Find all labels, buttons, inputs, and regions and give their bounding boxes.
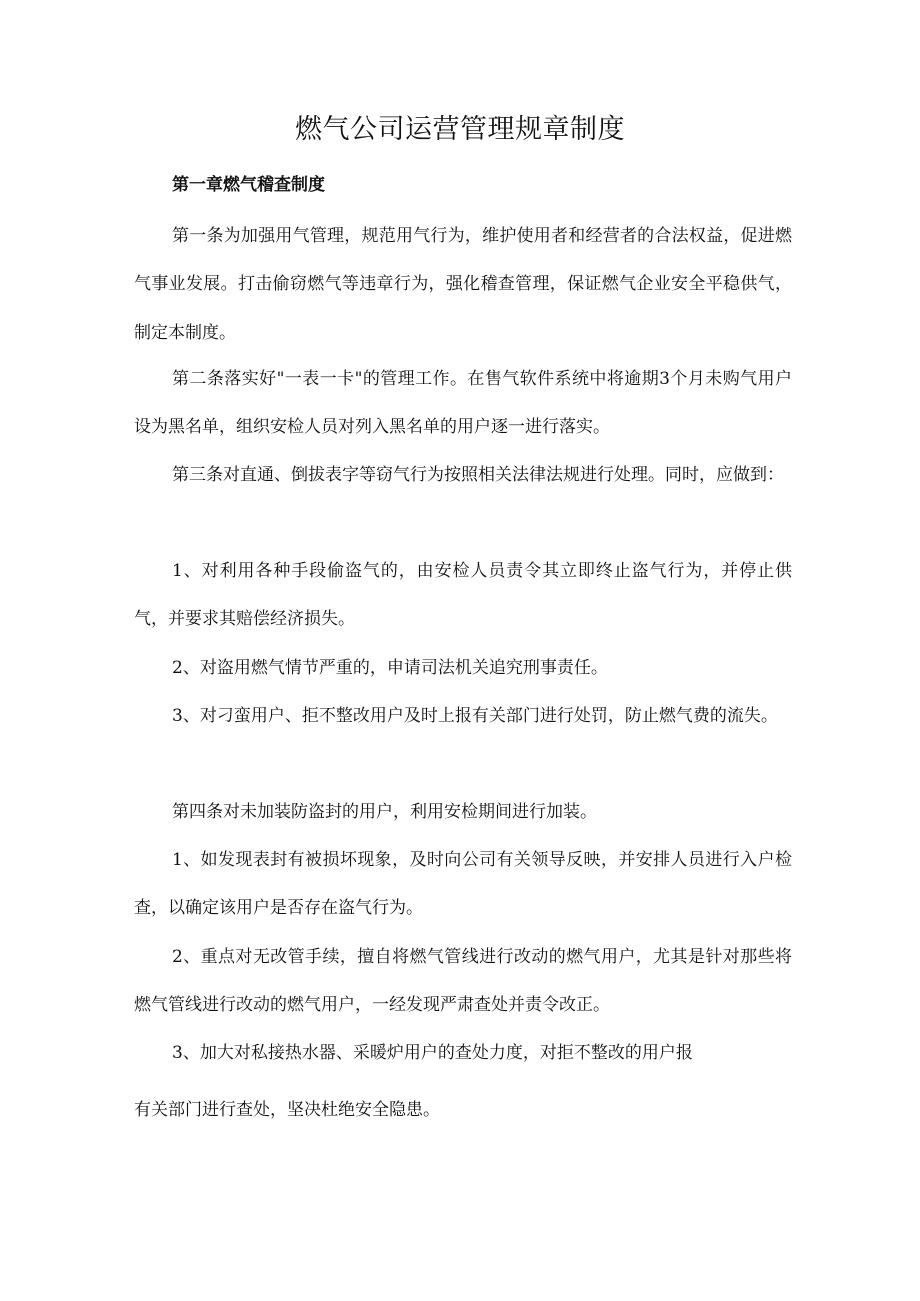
document-title: 燃气公司运营管理规章制度 — [295, 114, 625, 145]
article-4-item-3: 3、加大对私接热水器、采暖炉用户的查处力度，对拒不整改的用户报 — [172, 1043, 693, 1063]
article-3-item-3: 3、对刁蛮用户、拒不整改用户及时上报有关部门进行处罚，防止燃气费的流失。 — [172, 706, 778, 726]
article-4-item-3-continued: 有关部门进行查处，坚决杜绝安全隐患。 — [134, 1100, 440, 1120]
article-3-item-1: 1、对利用各种手段偷盗气的，由安检人员责令其立即终止盗气行为，并停止供气，并要求其赔偿经济损失。 — [134, 561, 792, 630]
article-4-item-2: 2、重点对无改管手续，擅自将燃气管线进行改动的燃气用户，尤其是针对那些将燃气管线进行改动的燃气用户，一经发现严肃查处并责令改正。 — [134, 947, 792, 1016]
article-2-paragraph: 第二条落实好"一表一卡"的管理工作。在售气软件系统中将逾期3个月未购气用户设为黑名单，组织安检人员对列入黑名单的用户逐一进行落实。 — [134, 369, 792, 438]
chapter-heading: 第一章燃气稽查制度 — [172, 175, 325, 195]
article-4-item-1: 1、如发现表封有被损坏现象，及时向公司有关领导反映，并安排人员进行入户检查，以确定该用户是否存在盗气行为。 — [134, 850, 792, 919]
article-4-paragraph: 第四条对未加装防盗封的用户，利用安检期间进行加装。 — [172, 802, 597, 822]
article-3-item-2: 2、对盗用燃气情节严重的，申请司法机关追究刑事责任。 — [172, 658, 608, 678]
article-1-paragraph: 第一条为加强用气管理，规范用气行为，维护使用者和经营者的合法权益，促进燃气事业发展。打击偷窃燃气等违章行为，强化稽查管理，保证燃气企业安全平稳供气，制定本制度。 — [134, 226, 792, 343]
article-3-paragraph: 第三条对直通、倒拔表字等窃气行为按照相关法律法规进行处理。同时，应做到： — [172, 465, 784, 485]
